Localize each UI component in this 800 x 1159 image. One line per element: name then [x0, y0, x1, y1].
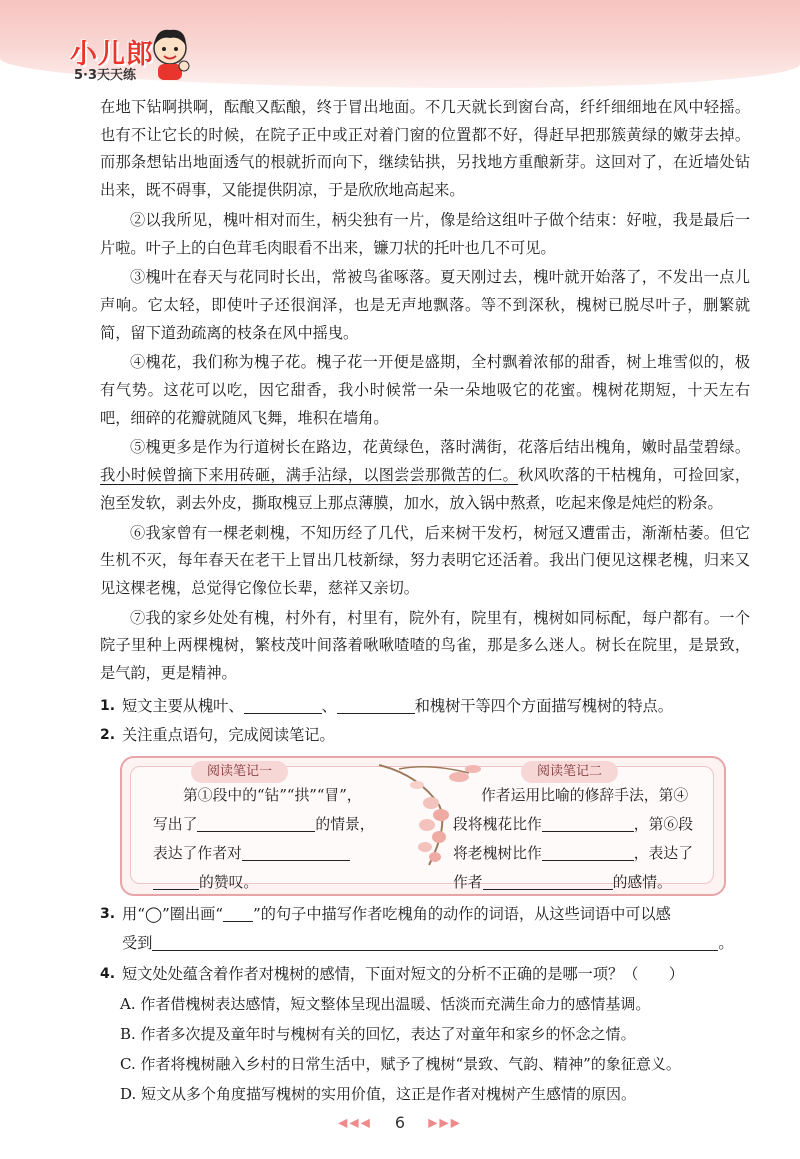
answer-blank-note1c[interactable]	[153, 871, 199, 890]
question-2-number: 2.	[100, 726, 116, 743]
page-footer	[0, 1112, 800, 1142]
option-d[interactable]: D. 短文从多个角度描写槐树的实用价值，这正是作者对槐树产生感情的原因。	[120, 1085, 637, 1103]
underlined-sentence: 我小时候曾摘下来用砖砸，满手沾绿，以图尝尝那微苦的仁。	[100, 466, 519, 485]
paragraph-5	[100, 434, 750, 517]
paragraph-4: ④槐花，我们称为槐子花。槐子花一开便是盛期，全村飘着浓郁的甜香，树上堆雪似的，极有气势。这花可以吃，因它甜香，我小时候常一朵一朵地吸它的花蜜。槐树花期短，十天左右吧，细碎的花瓣就随风飞舞，堆积在墙角。	[100, 353, 750, 427]
question-3	[100, 900, 750, 958]
answer-blank-note1b[interactable]	[242, 842, 350, 861]
note-2-line-3-pre: 将老槐树比作	[453, 845, 542, 862]
reading-notes-box	[120, 756, 726, 896]
page-number: 6	[394, 1113, 406, 1132]
question-3-text-pre: 用“◯”圈出画“	[122, 905, 224, 923]
answer-blank-3[interactable]	[152, 932, 718, 951]
option-b[interactable]: B. 作者多次提及童年时与槐树有关的回忆，表达了对童年和家乡的怀念之情。	[120, 1025, 636, 1043]
note-2-line-1: 作者运用比喻的修辞手法，第④	[481, 787, 689, 804]
question-3-text-post: ”的句子中描写作者吃槐角的动作的词语，从这些词语中可以感	[253, 905, 671, 923]
question-1-separator: 、	[321, 696, 337, 715]
option-c[interactable]: C. 作者将槐树融入乡村的日常生活中，赋予了槐树“景致、气韵、精神”的象征意义。	[120, 1055, 681, 1073]
note-1-line-2-pre: 写出了	[153, 816, 198, 833]
note-2-line-3-post: ，表达了	[633, 845, 693, 862]
question-3-line-2: 受到	[122, 934, 153, 952]
note-2-line-4-post: 的感情。	[612, 874, 672, 891]
paragraph-7: ⑦我的家乡处处有槐，村外有，村里有，院外有，院里有，槐树如同标配，每户都有。一个院子里种上两棵槐树，繁枝茂叶间落着啾啾喳喳的鸟雀，那是多么迷人。树长在院里，是景致，是气韵，更是精神。	[100, 608, 750, 683]
paragraph-6: ⑥我家曾有一棵老刺槐，不知历经了几代，后来树干发朽，树冠又遭雷击，渐渐枯萎。但它生机不灭，每年春天在老干上冒出几枝新绿，努力表明它还活着。我出门便见这棵老槐，归来又见这棵老槐，总觉得它像位长辈，慈祥又亲切。	[100, 523, 750, 597]
note-2-line-2-pre: 段将槐花比作	[453, 816, 542, 833]
answer-blank-1a[interactable]	[244, 695, 322, 714]
questions-lower	[100, 900, 750, 1109]
question-3-number: 3.	[100, 906, 116, 922]
question-1-text-pre: 短文主要从槐叶、	[122, 696, 244, 715]
left-arrows-icon: ◀◀◀	[338, 1115, 372, 1130]
note-1-line-4-post: 的赞叹。	[199, 874, 259, 891]
note-1-line-2	[153, 810, 403, 839]
question-4-number: 4.	[100, 966, 116, 982]
note-1-line-3	[153, 839, 403, 868]
reading-notes-inner	[130, 764, 714, 891]
option-a[interactable]: A. 作者借槐树表达感情，短文整体呈现出温暖、恬淡而充满生命力的感情基调。	[120, 995, 651, 1013]
underline-marker	[223, 903, 253, 922]
note-2-title: 阅读笔记二	[521, 761, 618, 783]
question-1-number: 1.	[100, 697, 116, 714]
question-2	[100, 721, 750, 750]
answer-blank-1b[interactable]	[337, 695, 415, 714]
note-2-line-4-pre: 作者	[453, 874, 483, 891]
note-2-line-4	[453, 868, 709, 897]
note-2-line-2-post: ，第⑥段	[633, 816, 693, 833]
paragraph-2: ②以我所见，槐叶相对而生，柄尖独有一片，像是给这组叶子做个结束：好啦，我是最后一片啦。叶子上的白色茸毛肉眼看不出来，镰刀状的托叶也几不可见。	[100, 210, 750, 257]
note-1-line-3-text: 表达了作者对	[153, 845, 242, 862]
paragraph-3: ③槐叶在春天与花同时长出，常被鸟雀啄落。夏天刚过去，槐叶就开始落了，不发出一点儿声响。它太轻，即使叶子还很润泽，也是无声地飘落。等不到深秋，槐树已脱尽叶子，删繁就简，留下道劲疏离的枝条在风中摇曳。	[100, 268, 750, 342]
answer-blank-note2a[interactable]	[542, 813, 634, 832]
paragraph-1-continued: 在地下钻啊拱啊，酝酿又酝酿，终于冒出地面。不几天就长到窗台高，纤纤细细地在风中轻摇。也有不让它长的时候，在院子正中或正对着门窗的位置都不好，得赶早把那簇黄绿的嫩芽去掉。而那条想钻出地面透气的根就折而向下，继续钻拱，另找地方重酿新芽。这回对了，在近墙处钻出来，既不碍事，又能提供阴凉，于是欣欣地高起来。	[100, 98, 750, 200]
note-2-body	[453, 781, 709, 897]
question-3-end: 。	[718, 934, 734, 952]
answer-blank-note2b[interactable]	[542, 842, 634, 861]
question-2-text: 关注重点语句，完成阅读笔记。	[122, 725, 335, 744]
question-1	[100, 692, 750, 721]
series-label: 5·3天天练	[74, 68, 137, 83]
question-1-text-post: 和槐树干等四个方面描写槐树的特点。	[414, 696, 673, 715]
note-1-line-2-post: 的情景，	[315, 816, 375, 833]
reading-passage	[100, 94, 750, 750]
question-4	[100, 960, 750, 989]
question-4-text: 短文处处蕴含着作者对槐树的感情，下面对短文的分析不正确的是哪一项？（ ）	[122, 965, 684, 983]
note-1-line-4	[153, 868, 403, 897]
note-2-line-3	[453, 839, 709, 868]
mascot-boy-icon	[146, 22, 194, 82]
paragraph-5-part-1: ⑤槐更多是作为行道树长在路边，花黄绿色，落时满街，花落后结出槐角，嫩时晶莹碧绿。	[130, 438, 750, 457]
answer-blank-note2c[interactable]	[483, 871, 613, 890]
note-1-title: 阅读笔记一	[191, 761, 288, 783]
brand-logo: 小儿郎	[70, 39, 154, 70]
right-arrows-icon: ▶▶▶	[428, 1115, 462, 1130]
paragraph-5-part-2: 秋风吹落的干枯槐角，可捡回家，泡至发软，剥去外皮，撕取槐豆上那点薄膜，加水，放入锅中熬煮，吃起来像是炖烂的粉条。	[100, 466, 751, 512]
answer-blank-note1a[interactable]	[197, 813, 315, 832]
note-2-line-2	[453, 810, 709, 839]
note-1-line-1: 第①段中的“钻”“拱”“冒”，	[183, 787, 362, 804]
